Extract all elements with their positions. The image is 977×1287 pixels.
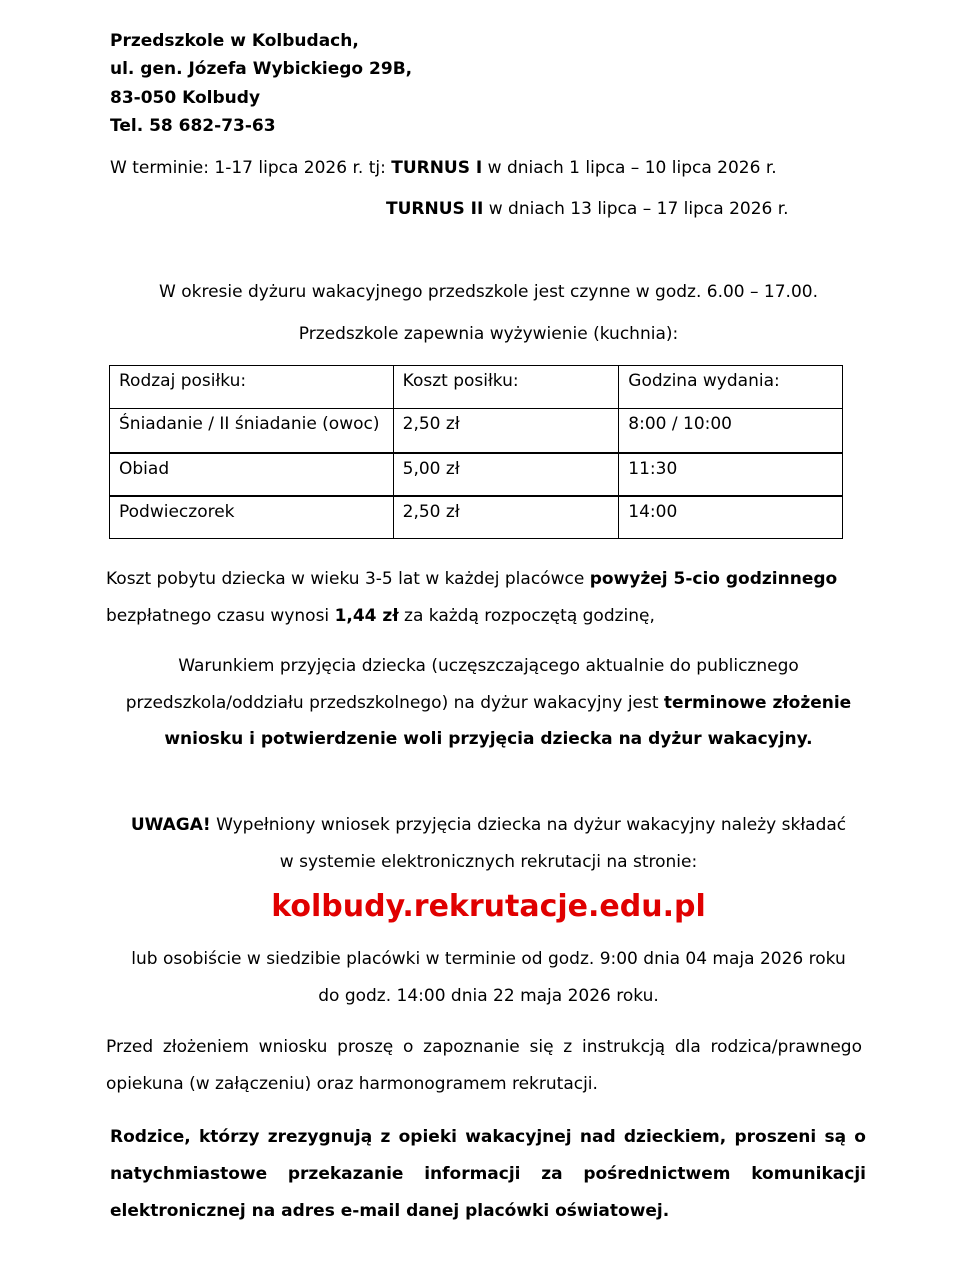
table-header-row bbox=[110, 366, 843, 409]
table-header-cell: Rodzaj posiłku: bbox=[110, 366, 394, 409]
notice-label: UWAGA! bbox=[130, 815, 211, 835]
condition-line-3: wniosku i potwierdzenie woli przyjęcia dziecka na dyżur wakacyjny. bbox=[164, 729, 813, 749]
table-cell: 14:00 bbox=[619, 496, 843, 539]
cost-text: Koszt pobytu dziecka w wieku 3-5 lat w każdej placówce bbox=[106, 569, 590, 589]
notice-line-4: do godz. 14:00 dnia 22 maja 2026 roku. bbox=[318, 986, 659, 1006]
turnus2-dates: w dniach 13 lipca – 17 lipca 2026 r. bbox=[483, 199, 789, 219]
institution-phone: Tel. 58 682-73-63 bbox=[110, 116, 276, 136]
condition-highlight: terminowe złożenie bbox=[663, 693, 852, 713]
turnus1-label: TURNUS I bbox=[391, 158, 483, 178]
table-cell: Obiad bbox=[110, 453, 394, 496]
terms-line-1 bbox=[110, 158, 777, 178]
cost-amount: 1,44 zł bbox=[334, 606, 399, 626]
instructions-paragraph: Przed złożeniem wniosku proszę o zapoznanie się z instrukcją dla rodzica/prawnego opiekuna (w załączeniu) oraz harmonogramem rekrutacji. bbox=[106, 1037, 862, 1094]
table-header-cell: Godzina wydania: bbox=[619, 366, 843, 409]
turnus2-label: TURNUS II bbox=[386, 199, 484, 219]
notice-line-1 bbox=[0, 815, 977, 835]
institution-name: Przedszkole w Kolbudach, bbox=[110, 31, 359, 51]
table-cell: 5,00 zł bbox=[393, 453, 619, 496]
cost-line-2 bbox=[106, 606, 655, 626]
table-cell: 8:00 / 10:00 bbox=[619, 409, 843, 453]
table-cell: 11:30 bbox=[619, 453, 843, 496]
table-cell: 2,50 zł bbox=[393, 409, 619, 453]
table-row bbox=[110, 496, 843, 539]
condition-line-2 bbox=[0, 693, 977, 713]
condition-line-1: Warunkiem przyjęcia dziecka (uczęszczającego aktualnie do publicznego bbox=[178, 656, 799, 676]
table-cell: 2,50 zł bbox=[393, 496, 619, 539]
opening-hours: W okresie dyżuru wakacyjnego przedszkole jest czynne w godz. 6.00 – 17.00. bbox=[159, 282, 818, 302]
table-row bbox=[110, 409, 843, 453]
cost-line-1 bbox=[106, 569, 837, 589]
terms-intro: W terminie: 1-17 lipca 2026 r. tj: bbox=[110, 158, 392, 178]
notice-line-2: w systemie elektronicznych rekrutacji na stronie: bbox=[279, 852, 698, 872]
cost-text: bezpłatnego czasu wynosi bbox=[106, 606, 335, 626]
notice-line-3: lub osobiście w siedzibie placówki w terminie od godz. 9:00 dnia 04 maja 2026 roku bbox=[131, 949, 846, 969]
meals-table bbox=[109, 365, 843, 539]
institution-city: 83-050 Kolbudy bbox=[110, 88, 261, 108]
cost-highlight: powyżej 5-cio godzinnego bbox=[589, 569, 838, 589]
table-row bbox=[110, 453, 843, 496]
recruitment-link[interactable]: kolbudy.rekrutacje.edu.pl bbox=[271, 889, 706, 924]
table-cell: Śniadanie / II śniadanie (owoc) bbox=[110, 409, 394, 453]
condition-text: przedszkola/oddziału przedszkolnego) na dyżur wakacyjny jest bbox=[125, 693, 664, 713]
table-cell: Podwieczorek bbox=[110, 496, 394, 539]
cost-text-end: za każdą rozpoczętą godzinę, bbox=[398, 606, 655, 626]
institution-street: ul. gen. Józefa Wybickiego 29B, bbox=[110, 59, 413, 79]
table-header-cell: Koszt posiłku: bbox=[393, 366, 619, 409]
resignation-paragraph: Rodzice, którzy zrezygnują z opieki wakacyjnej nad dzieckiem, proszeni są o natychmiastowe przekazanie informacji za pośrednictwem komunikacji elektronicznej na adres e-mail danej placówki oświatowej. bbox=[110, 1127, 866, 1221]
terms-line-2 bbox=[386, 199, 789, 219]
meals-intro: Przedszkole zapewnia wyżywienie (kuchnia): bbox=[298, 324, 679, 344]
turnus1-dates: w dniach 1 lipca – 10 lipca 2026 r. bbox=[482, 158, 777, 178]
notice-text: Wypełniony wniosek przyjęcia dziecka na dyżur wakacyjny należy składać bbox=[210, 815, 847, 835]
